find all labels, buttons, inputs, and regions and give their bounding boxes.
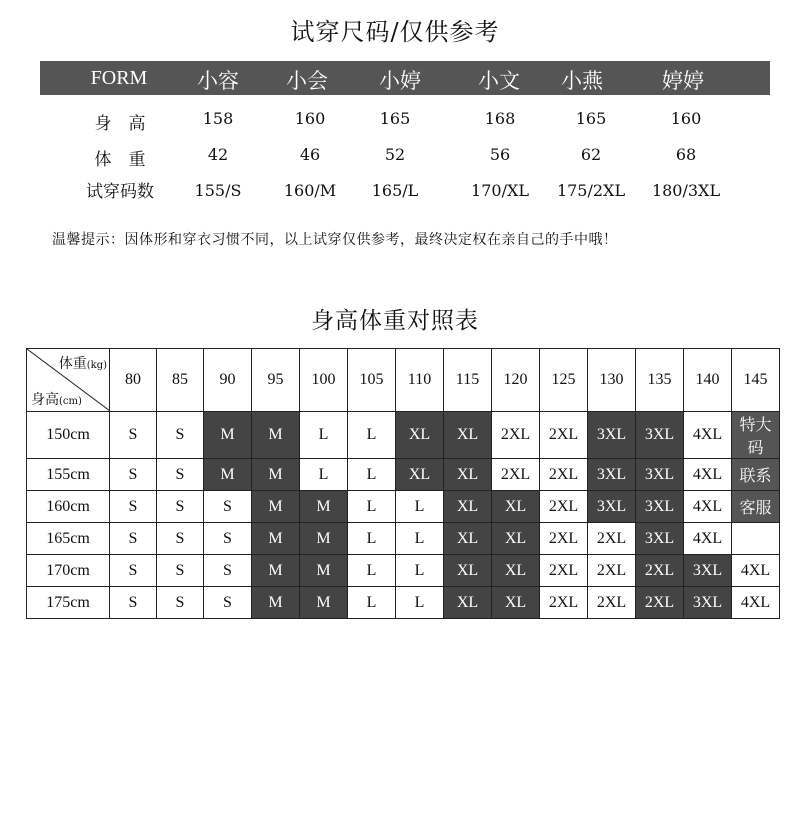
size-cell: L bbox=[348, 491, 396, 523]
weight-header-cell: 115 bbox=[444, 349, 492, 412]
fit-value: 165 bbox=[379, 109, 411, 128]
model-name: 小文 bbox=[478, 69, 520, 93]
weight-header-cell: 95 bbox=[252, 349, 300, 412]
contact-service-cell: 联系 bbox=[732, 459, 780, 491]
size-cell: XL bbox=[396, 412, 444, 459]
size-row bbox=[27, 491, 780, 523]
size-cell: 2XL bbox=[540, 491, 588, 523]
fit-row-size bbox=[40, 181, 770, 217]
model-name: 小婷 bbox=[379, 69, 421, 93]
model-name: 小会 bbox=[286, 69, 328, 93]
size-cell: M bbox=[204, 459, 252, 491]
size-row bbox=[27, 459, 780, 491]
weight-header-cell: 100 bbox=[300, 349, 348, 412]
size-cell: L bbox=[348, 555, 396, 587]
size-cell: L bbox=[300, 412, 348, 459]
size-cell: L bbox=[396, 523, 444, 555]
size-cell: XL bbox=[444, 491, 492, 523]
size-cell: S bbox=[157, 459, 204, 491]
weight-header-cell: 120 bbox=[492, 349, 540, 412]
size-cell: M bbox=[252, 523, 300, 555]
height-unit-text: (cm) bbox=[59, 396, 82, 407]
size-chart-title: 身高体重对照表 bbox=[311, 308, 479, 334]
fit-value: 165 bbox=[575, 109, 607, 128]
fit-reference-title: 试穿尺码/仅供参考 bbox=[290, 18, 500, 46]
size-row bbox=[27, 412, 780, 459]
size-cell: S bbox=[157, 491, 204, 523]
size-cell: XL bbox=[492, 491, 540, 523]
weight-axis-label bbox=[59, 353, 107, 373]
size-cell: 2XL bbox=[492, 459, 540, 491]
weight-header-cell: 135 bbox=[636, 349, 684, 412]
size-cell: 3XL bbox=[588, 459, 636, 491]
size-row bbox=[27, 587, 780, 619]
fit-value: 160 bbox=[294, 109, 326, 128]
size-cell: 3XL bbox=[636, 491, 684, 523]
size-cell: M bbox=[300, 523, 348, 555]
size-cell: 3XL bbox=[684, 587, 732, 619]
weight-header-cell: 105 bbox=[348, 349, 396, 412]
size-cell: M bbox=[300, 491, 348, 523]
size-cell: L bbox=[396, 587, 444, 619]
row-label: 体 重 bbox=[94, 150, 146, 170]
size-cell: 2XL bbox=[588, 555, 636, 587]
size-cell: 2XL bbox=[636, 587, 684, 619]
size-cell bbox=[732, 523, 780, 555]
corner-header-cell bbox=[27, 349, 110, 412]
size-cell: 3XL bbox=[588, 491, 636, 523]
size-cell: 3XL bbox=[636, 459, 684, 491]
size-cell: XL bbox=[492, 555, 540, 587]
height-cell: 165cm bbox=[27, 523, 110, 555]
size-cell: 4XL bbox=[684, 523, 732, 555]
size-cell: M bbox=[252, 555, 300, 587]
model-name: 婷婷 bbox=[662, 69, 704, 93]
fit-value: 170/XL bbox=[471, 181, 529, 200]
row-label: 试穿码数 bbox=[86, 182, 154, 202]
weight-header-cell: 140 bbox=[684, 349, 732, 412]
size-cell: S bbox=[157, 523, 204, 555]
height-cell: 175cm bbox=[27, 587, 110, 619]
size-cell: M bbox=[252, 412, 300, 459]
height-axis-label bbox=[31, 389, 82, 409]
size-cell: S bbox=[110, 555, 157, 587]
size-cell: L bbox=[396, 555, 444, 587]
size-cell: S bbox=[204, 555, 252, 587]
size-cell: S bbox=[110, 523, 157, 555]
size-cell: L bbox=[396, 491, 444, 523]
size-cell: 2XL bbox=[588, 523, 636, 555]
fit-value: 52 bbox=[384, 145, 406, 164]
size-cell: 3XL bbox=[636, 523, 684, 555]
size-cell: XL bbox=[444, 523, 492, 555]
fit-value: 155/S bbox=[194, 181, 242, 200]
size-cell: 2XL bbox=[588, 587, 636, 619]
size-cell: S bbox=[110, 491, 157, 523]
size-row bbox=[27, 523, 780, 555]
weight-header-cell: 145 bbox=[732, 349, 780, 412]
fit-value: 180/3XL bbox=[651, 181, 721, 200]
size-cell: S bbox=[110, 459, 157, 491]
size-cell: 3XL bbox=[684, 555, 732, 587]
size-chart-table bbox=[26, 348, 780, 619]
height-cell: 155cm bbox=[27, 459, 110, 491]
size-cell: L bbox=[300, 459, 348, 491]
size-cell: XL bbox=[444, 412, 492, 459]
size-cell: 4XL bbox=[684, 459, 732, 491]
size-cell: S bbox=[157, 555, 204, 587]
size-cell: 2XL bbox=[540, 555, 588, 587]
model-name: 小容 bbox=[197, 69, 239, 93]
size-cell: S bbox=[157, 412, 204, 459]
size-cell: M bbox=[204, 412, 252, 459]
size-cell: M bbox=[300, 555, 348, 587]
fit-note: 温馨提示：因体形和穿衣习惯不同，以上试穿仅供参考，最终决定权在亲自己的手中哦！ bbox=[52, 232, 618, 248]
size-cell: S bbox=[110, 587, 157, 619]
fit-value: 168 bbox=[484, 109, 516, 128]
weight-header-cell: 90 bbox=[204, 349, 252, 412]
fit-value: 62 bbox=[580, 145, 602, 164]
size-cell: S bbox=[110, 412, 157, 459]
size-cell: 2XL bbox=[540, 523, 588, 555]
weight-label-text: 体重 bbox=[58, 356, 87, 372]
weight-unit-text: (kg) bbox=[86, 360, 107, 371]
form-header-label: FORM bbox=[90, 67, 148, 89]
size-cell: S bbox=[204, 491, 252, 523]
fit-reference-header bbox=[40, 61, 770, 95]
fit-value: 46 bbox=[299, 145, 321, 164]
size-cell: XL bbox=[396, 459, 444, 491]
size-cell: 3XL bbox=[588, 412, 636, 459]
weight-header-cell: 85 bbox=[157, 349, 204, 412]
weight-header-cell: 80 bbox=[110, 349, 157, 412]
size-cell: S bbox=[204, 587, 252, 619]
fit-value: 175/2XL bbox=[556, 181, 626, 200]
fit-value: 158 bbox=[202, 109, 234, 128]
size-cell: L bbox=[348, 587, 396, 619]
fit-row-weight bbox=[40, 145, 770, 181]
size-cell: XL bbox=[444, 555, 492, 587]
height-label-text: 身高 bbox=[31, 392, 59, 408]
size-cell: L bbox=[348, 459, 396, 491]
weight-header-cell: 125 bbox=[540, 349, 588, 412]
size-cell: M bbox=[300, 587, 348, 619]
fit-value: 165/L bbox=[371, 181, 419, 200]
size-cell: M bbox=[252, 587, 300, 619]
size-cell: 2XL bbox=[492, 412, 540, 459]
fit-value: 160/M bbox=[283, 181, 337, 200]
size-cell: M bbox=[252, 491, 300, 523]
size-cell: M bbox=[252, 459, 300, 491]
size-cell: 4XL bbox=[684, 491, 732, 523]
fit-value: 42 bbox=[207, 145, 229, 164]
size-cell: S bbox=[157, 587, 204, 619]
height-cell: 160cm bbox=[27, 491, 110, 523]
fit-value: 160 bbox=[670, 109, 702, 128]
fit-row-height bbox=[40, 109, 770, 145]
size-cell: 3XL bbox=[636, 412, 684, 459]
size-cell: S bbox=[204, 523, 252, 555]
weight-header-cell: 110 bbox=[396, 349, 444, 412]
fit-value: 56 bbox=[489, 145, 511, 164]
size-cell: XL bbox=[444, 459, 492, 491]
size-cell: L bbox=[348, 523, 396, 555]
fit-value: 68 bbox=[675, 145, 697, 164]
height-cell: 150cm bbox=[27, 412, 110, 459]
contact-service-cell: 特大码 bbox=[732, 412, 780, 459]
size-cell: L bbox=[348, 412, 396, 459]
weight-header-row bbox=[27, 349, 780, 412]
row-label: 身 高 bbox=[94, 114, 146, 134]
model-name: 小燕 bbox=[561, 69, 603, 93]
height-cell: 170cm bbox=[27, 555, 110, 587]
size-cell: 4XL bbox=[684, 412, 732, 459]
size-cell: 4XL bbox=[732, 555, 780, 587]
size-cell: 4XL bbox=[732, 587, 780, 619]
size-cell: 2XL bbox=[540, 587, 588, 619]
size-row bbox=[27, 555, 780, 587]
weight-header-cell: 130 bbox=[588, 349, 636, 412]
size-cell: 2XL bbox=[540, 412, 588, 459]
size-cell: 2XL bbox=[540, 459, 588, 491]
size-cell: XL bbox=[492, 523, 540, 555]
size-cell: XL bbox=[492, 587, 540, 619]
contact-service-cell: 客服 bbox=[732, 491, 780, 523]
size-cell: 2XL bbox=[636, 555, 684, 587]
size-cell: XL bbox=[444, 587, 492, 619]
fit-reference-table bbox=[40, 61, 770, 217]
